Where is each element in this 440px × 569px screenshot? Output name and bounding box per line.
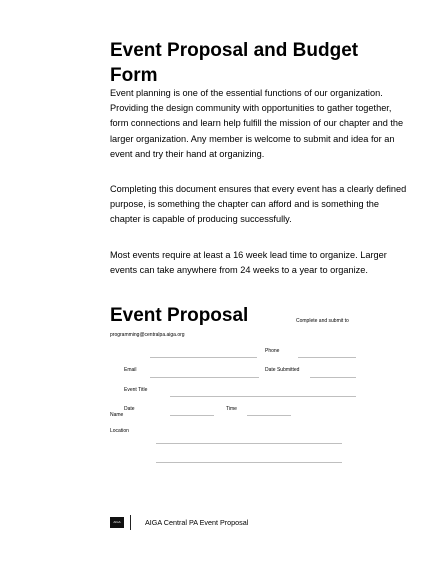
timeline-paragraph: Most events require at least a 16 week lead time to organize. Larger events can take anywhere from 24 weeks to a year to organize.	[110, 250, 387, 276]
phone-label: Phone	[265, 348, 280, 354]
page-footer	[110, 515, 310, 531]
contact-field[interactable]	[150, 357, 257, 358]
time-field[interactable]	[247, 415, 291, 416]
footer-divider	[130, 515, 131, 530]
location-field[interactable]	[156, 462, 342, 463]
location-label: Location	[110, 428, 129, 434]
name-field[interactable]	[156, 443, 342, 444]
aiga-logo: AIGA	[110, 517, 124, 528]
form-submit-note: Complete and submit to	[296, 318, 349, 324]
name-label: Name	[110, 412, 124, 418]
phone-field[interactable]	[298, 357, 356, 358]
event-title-label: Event Title	[124, 387, 148, 393]
date-label: Date	[124, 406, 135, 412]
time-label: Time	[226, 406, 237, 412]
submission-email: programming@centralpa.aiga.org	[110, 332, 185, 338]
date-submitted-label: Date Submitted	[265, 367, 300, 373]
date-submitted-field[interactable]	[310, 377, 356, 378]
document-title: Event Proposal and Budget Form	[110, 40, 359, 86]
email-field[interactable]	[150, 377, 259, 378]
date-field[interactable]	[170, 415, 214, 416]
intro-paragraph: Event planning is one of the essential functions of our organization. Providing the design community with opportunities to gather together, form connections and learn help fulfill the mission of our chapter and the larger organization. Any member is welcome to submit and idea for an event and try their hand at organizing.	[110, 88, 404, 159]
purpose-paragraph: Completing this document ensures that every event has a clearly defined purpose, is something the chapter can afford and is something the chapter is capable of producing successfully.	[110, 184, 407, 225]
event-title-field[interactable]	[170, 396, 356, 397]
footer-text: AIGA Central PA Event Proposal	[145, 518, 249, 527]
form-title: Event Proposal	[110, 305, 249, 326]
email-label: Email	[124, 367, 137, 373]
